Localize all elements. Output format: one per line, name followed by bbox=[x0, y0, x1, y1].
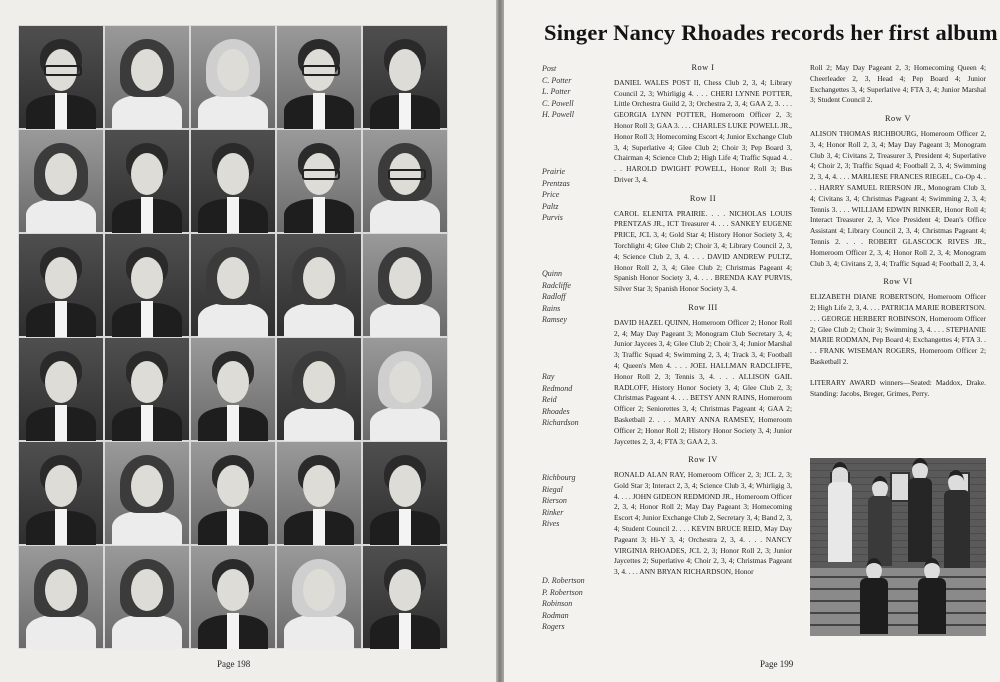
student-portrait bbox=[362, 337, 448, 441]
right-page bbox=[504, 0, 1000, 682]
student-portrait bbox=[190, 129, 276, 233]
student-portrait bbox=[362, 441, 448, 545]
biography-text: RONALD ALAN RAY, Homeroom Officer 2, 3; JCL 2, 3; Gold Star 3; Interact 2, 3, 4; Science Club 3, 4; Whirligig 3, 4. . . . JOHN GIDEON REDMOND JR., Homeroom Officer 2, 3, 4; Honor Roll 2; May Day Pageant 3; Homecoming Escort 4; Junior Exchange Club 2, Secretary 3, 4; Band 2, 3, 4; Student Council 2. . . . KEVIN BRUCE REID, May Day Pageant 3; Hi-Y 3, 4; Orchestra 2, 3, 4. . . . NANCY VIRGINIA RHOADES, JCL 2, 3; Honor Roll 2, 3; Junior Jaycettes 2; Superlative 4; Choir 2, 3, 4; Christmas Pageant 3, 4. . . . ANN BRYAN RICHARDSON, Honor bbox=[614, 470, 792, 577]
biography-text: DAVID HAZEL QUINN, Homeroom Officer 2; Honor Roll 2, 4; May Day Pageant 3; Monogram Club Secretary 3, 4; Junior Jaycees 3, 4; Glee Club 2; Choir 3, 4; Junior Marshal 3; Traffic Squad 4; Swimming 2, 3, 4; Track 3, 4; Football 4; Queen's Men 4. . . . JOEL HALLMAN RADCLIFFE, Honor Roll 2, 3; Tennis 3, 4. . . . ALLISON GAIL RADLOFF, History Honor Society 3, 4; Glee Club 2, 3; Christmas Pageant 4. . . . BETSY ANN RAINS, Homeroom Officer 2; Seniorettes 3, 4; Christmas Pageant 4; GAA 2; Basketball 2. . . . MARY ANNA RAMSEY, Homeroom Officer 2; Honor Roll 2; History Honor Society 3, 4; Junior Jaycettes 2, 3, 4; FTA 3; GAA 2, 3. bbox=[614, 317, 792, 446]
student-portrait bbox=[190, 233, 276, 337]
name-group-1 bbox=[542, 63, 574, 121]
name-label: Rogers bbox=[542, 622, 565, 632]
photo-caption: LITERARY AWARD winners—Seated: Maddox, Drake. Standing: Jacobs, Breger, Grimes, Perry. bbox=[810, 377, 986, 398]
name-label: Richardson bbox=[542, 418, 579, 428]
student-portrait bbox=[104, 25, 190, 129]
name-group-6 bbox=[542, 575, 585, 633]
name-label: L. Potter bbox=[542, 87, 571, 97]
biography-text: CAROL ELENITA PRAIRIE. . . . NICHOLAS LOUIS PRENTZAS JR., ICT Treasurer 4. . . . SANKEY EUGENE PRICE, JCL 3, 4; Gold Star 4; History Honor Society 3, 4; Torchlight 4; Glee Club 2; Choir 3, 4; Library Council 2, 3, 4; Science Club 2, 3, 4. . . . DAVID ANDREW PULTZ, Honor Roll 2, 3, 4; Glee Club 2; Christmas Pageant 4; Spanish Honor Society 3, 4. . . . BRENDA KAY PURVIS, Silver Star 3; Spanish Honor Society 3, 4. bbox=[614, 208, 792, 294]
row-heading: Row III bbox=[688, 302, 718, 312]
biography-column-2 bbox=[810, 63, 986, 399]
row-heading: Row IV bbox=[688, 455, 718, 465]
name-label: Post bbox=[542, 64, 557, 73]
student-portrait bbox=[18, 25, 104, 129]
left-page bbox=[0, 0, 496, 682]
name-label: Prentzas bbox=[542, 178, 570, 188]
student-portrait bbox=[18, 129, 104, 233]
student-portrait bbox=[190, 441, 276, 545]
name-label: Prairie bbox=[542, 167, 566, 176]
row-heading: Row VI bbox=[883, 277, 913, 287]
name-label: C. Powell bbox=[542, 98, 574, 108]
name-label: Radloff bbox=[542, 292, 566, 302]
name-group-5 bbox=[542, 472, 575, 530]
name-label: H. Powell bbox=[542, 110, 574, 120]
student-portrait bbox=[18, 337, 104, 441]
name-label: Rains bbox=[542, 303, 561, 313]
name-label: Ray bbox=[542, 372, 555, 381]
student-portrait bbox=[190, 25, 276, 129]
row-heading: Row I bbox=[691, 63, 715, 72]
name-label: Riegal bbox=[542, 484, 563, 494]
page-headline: Singer Nancy Rhoades records her first album bbox=[544, 20, 998, 45]
name-label: Redmond bbox=[542, 383, 573, 393]
literary-award-photo bbox=[810, 458, 986, 636]
biography-text: ALISON THOMAS RICHBOURG, Homeroom Officer 2, 3, 4; Honor Roll 2, 3, 4; May Day Pageant 3; Monogram Club 3, 4; Civitans 2, Treasurer 3, President 4; Superlative 4; Choir 2, 3; Traffic Squad 4; Football 2, 3, 4; Swimming 2, 3, 4, 4. . . . MARLIESE FRANCES RIEGEL, Co-Op 4. . . . HARRY SAMUEL RIERSON JR., Monogram Club 3, 4; Civitans 3, 4; Christmas Pageant 4; Swimming 2, 3, 4; Tennis 3. . . . WILLIAM EDWIN RINKER, Honor Roll 4; Interact Treasurer 2, 3, Vice President 4; Dean's Office Assistant 4; Library Council 2, 3, 4; Christmas Pageant 4; Tennis 2. . . . ROBERT GLASCOCK RIVES JR., Homeroom Officer 2, 3, 4; Honor Roll 2, 3, 4; Monogram Club 3, 4; Civitans 2, 3, 4; Traffic Squad 4; Football 2, 3, 4. bbox=[810, 128, 986, 268]
student-portrait bbox=[362, 545, 448, 649]
brick-steps bbox=[810, 568, 986, 636]
name-label: Rhoades bbox=[542, 406, 570, 416]
student-portrait bbox=[104, 441, 190, 545]
biography-column-1 bbox=[614, 63, 792, 578]
student-portrait bbox=[104, 233, 190, 337]
name-label: D. Robertson bbox=[542, 576, 585, 585]
book-gutter bbox=[496, 0, 504, 682]
biography-text: Roll 2; May Day Pageant 2, 3; Homecoming Queen 4; Cheerleader 2, 3, Head 4; Pep Board 4; Junior Exchangettes 3, 4; Superlative 4; FTA 3, 4; Junior Marshal 3; Student Council 2. bbox=[810, 63, 986, 105]
student-portrait bbox=[190, 545, 276, 649]
name-label: Rodman bbox=[542, 610, 569, 620]
right-page-number: Page 199 bbox=[760, 659, 794, 669]
student-portrait bbox=[276, 545, 362, 649]
name-group-3 bbox=[542, 268, 571, 326]
name-label: Paltz bbox=[542, 201, 559, 211]
student-portrait bbox=[362, 233, 448, 337]
name-group-2 bbox=[542, 166, 570, 224]
student-portrait bbox=[190, 337, 276, 441]
biography-text: ELIZABETH DIANE ROBERTSON, Homeroom Officer 2; High Life 2, 3, 4. . . . PATRICIA MARIE ROBERTSON. . . . GEORGE HERBERT ROBINSON, Homeroom Officer 2; Glee Club 2; Choir 3; Swimming 3, 4. . . . STEPHANIE MARIE RODMAN, Pep Board 4; Exchangettes 4; FTA 3. . . . FRANK WISEMAN ROGERS, Homeroom Officer 2; Basketball 2. bbox=[810, 292, 986, 366]
student-portrait bbox=[276, 25, 362, 129]
student-portrait bbox=[276, 441, 362, 545]
window bbox=[890, 472, 910, 502]
name-label: Rierson bbox=[542, 496, 567, 506]
portrait-grid bbox=[18, 25, 448, 651]
student-portrait bbox=[276, 233, 362, 337]
student-portrait bbox=[362, 25, 448, 129]
student-portrait bbox=[18, 233, 104, 337]
name-label: P. Robertson bbox=[542, 587, 583, 597]
student-portrait bbox=[18, 441, 104, 545]
student-portrait bbox=[104, 337, 190, 441]
student-portrait bbox=[276, 129, 362, 233]
student-portrait bbox=[276, 337, 362, 441]
name-label: Robinson bbox=[542, 599, 573, 609]
left-page-number: Page 198 bbox=[217, 659, 251, 669]
name-label: Price bbox=[542, 190, 560, 200]
name-group-4 bbox=[542, 371, 579, 429]
name-label: Rinker bbox=[542, 507, 564, 517]
biography-text: DANIEL WALES POST II, Chess Club 2, 3, 4; Library Council 2, 3; Whirligig 4. . . . CHERI LYNNE POTTER, Little Orchestra Guild 2, 3; Orchestra 2, 3, 4; GAA 2, 3. . . . GEORGIA LYNN POTTER, Homeroom Officer 2, 3; Honor Roll 3; GAA 3. . . . CHARLES LUKE POWELL JR., Honor Roll 3; Homecoming Escort 4; Junior Exchange Club 3, 4; Superlative 4; Glee Club 2; Choir 3; Pep Board 3, Chairman 4; Science Club 2; High Life 4; Traffic Squad 4. . . . HAROLD DWIGHT POWELL, Honor Roll 3; Bus Driver 3, 4. bbox=[614, 77, 792, 184]
name-label: Richbourg bbox=[542, 473, 576, 482]
student-portrait bbox=[104, 545, 190, 649]
student-portrait bbox=[18, 545, 104, 649]
name-label: Reid bbox=[542, 395, 557, 405]
name-label: Quinn bbox=[542, 269, 562, 278]
row-heading: Row II bbox=[689, 193, 717, 203]
name-label: C. Potter bbox=[542, 75, 572, 85]
name-label: Purvis bbox=[542, 213, 563, 223]
name-label: Ramsey bbox=[542, 315, 567, 325]
student-portrait bbox=[104, 129, 190, 233]
name-label: Radcliffe bbox=[542, 280, 571, 290]
row-heading: Row V bbox=[884, 114, 912, 124]
student-portrait bbox=[362, 129, 448, 233]
name-label: Rives bbox=[542, 519, 560, 529]
